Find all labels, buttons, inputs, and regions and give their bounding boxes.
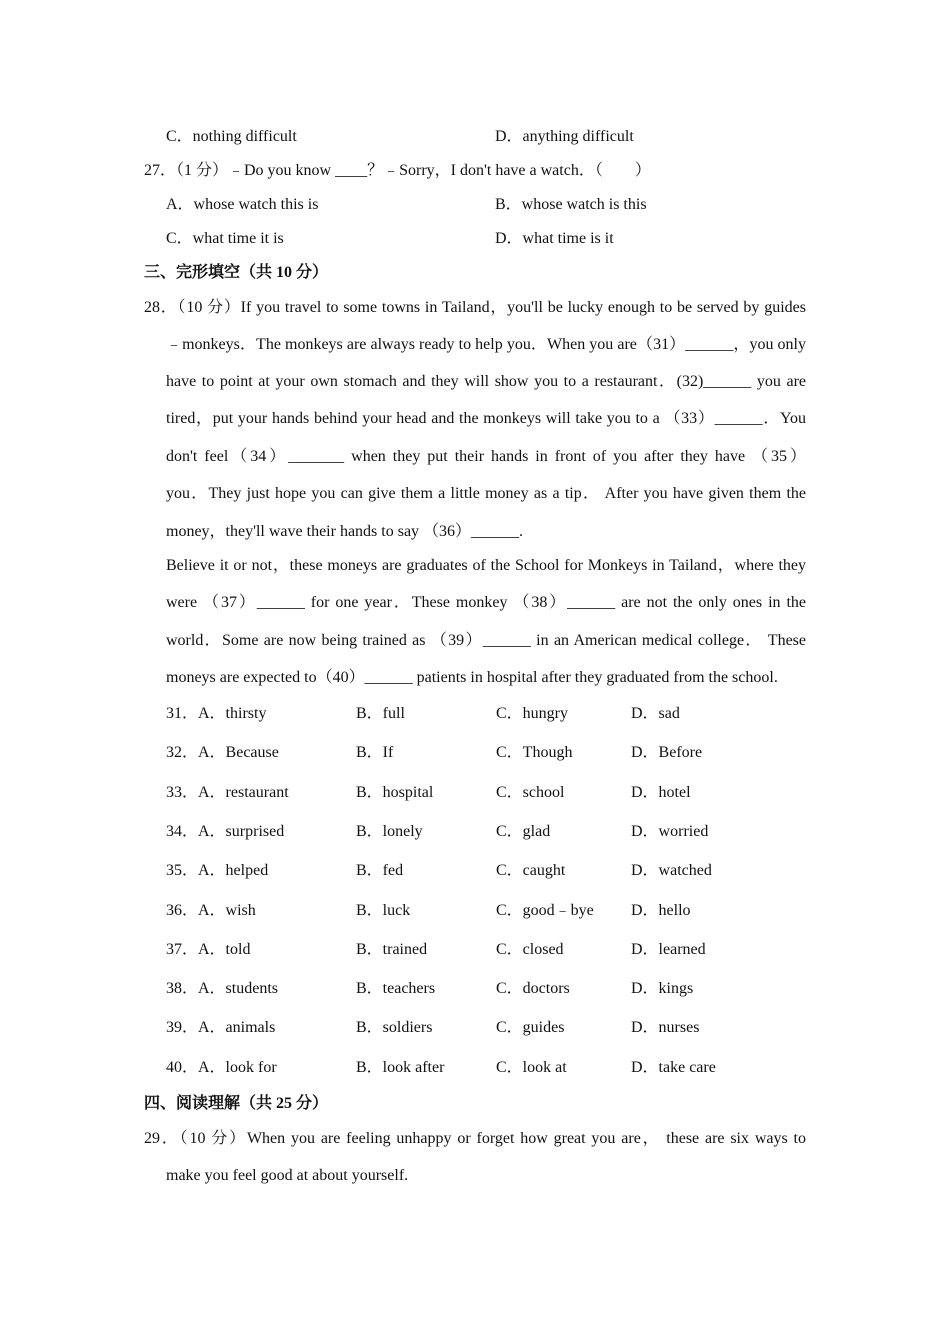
cloze-option-a: 35．A．helped [166, 862, 269, 879]
cloze-option-a: 38．A．students [166, 980, 279, 997]
q29-line: make you feel good at about yourself. [166, 1167, 409, 1184]
q27-option-d: D．what time is it [495, 230, 614, 247]
cloze-option-c: C．caught [496, 862, 566, 879]
q28-paragraph2-line: world．Some are now being trained as （39）______ in an American medical college． These [166, 632, 806, 649]
q28-line: ﹣monkeys．The monkeys are always ready to help you．When you are（31）______，you only [166, 336, 806, 353]
cloze-option-a: 36．A．wish [166, 902, 256, 919]
q29-line: 29．（10 分）When you are feeling unhappy or forget how great you are， these are six ways to [144, 1130, 806, 1147]
q28-line: money，they'll wave their hands to say （36）______. [166, 523, 524, 540]
cloze-option-c: C．glad [496, 823, 551, 840]
q28-line: you．They just hope you can give them a little money as a tip． After you have given them the [166, 485, 806, 502]
q28-line: tired，put your hands behind your head and the monkeys will take you to a （33）______．You [166, 410, 806, 427]
q27-option-a: A．whose watch this is [166, 196, 319, 213]
cloze-option-b: B．soldiers [356, 1019, 433, 1036]
q28-line: 28．（10 分）If you travel to some towns in Tailand，you'll be lucky enough to be served by guides [144, 299, 806, 316]
q26-option-d: D．anything difficult [495, 128, 634, 145]
cloze-option-b: B．fed [356, 862, 404, 879]
cloze-option-b: B．luck [356, 902, 411, 919]
cloze-option-a: 33．A．restaurant [166, 784, 289, 801]
cloze-option-d: D．kings [631, 980, 694, 997]
cloze-option-a: 39．A．animals [166, 1019, 276, 1036]
cloze-option-b: B．teachers [356, 980, 436, 997]
cloze-option-c: C．Though [496, 744, 573, 761]
cloze-option-d: D．nurses [631, 1019, 700, 1036]
q27-option-b: B．whose watch is this [495, 196, 647, 213]
q26-option-c: C．nothing difficult [166, 128, 297, 145]
section-heading-reading: 四、阅读理解（共 25 分） [144, 1095, 329, 1112]
cloze-option-b: B．full [356, 705, 405, 722]
cloze-option-b: B．If [356, 744, 394, 761]
cloze-option-b: B．look after [356, 1059, 445, 1076]
q28-paragraph2-line: moneys are expected to（40）______ patients in hospital after they graduated from the school. [166, 669, 778, 686]
cloze-option-a: 40．A．look for [166, 1059, 277, 1076]
cloze-option-d: D．worried [631, 823, 709, 840]
cloze-option-b: B．lonely [356, 823, 423, 840]
cloze-option-d: D．hello [631, 902, 691, 919]
cloze-option-c: C．hungry [496, 705, 569, 722]
cloze-option-d: D．learned [631, 941, 706, 958]
q27-stem: 27．（1 分）﹣Do you know ____？﹣Sorry，I don't have a watch．（ ） [144, 162, 651, 179]
cloze-option-d: D．watched [631, 862, 712, 879]
cloze-option-b: B．trained [356, 941, 428, 958]
cloze-option-d: D．Before [631, 744, 703, 761]
cloze-option-d: D．hotel [631, 784, 691, 801]
q28-line: have to point at your own stomach and they will show you to a restaurant．(32)______ you are [166, 373, 806, 390]
section-heading-cloze: 三、完形填空（共 10 分） [144, 264, 329, 281]
cloze-option-a: 32．A．Because [166, 744, 279, 761]
q27-option-c: C．what time it is [166, 230, 284, 247]
cloze-option-c: C．guides [496, 1019, 565, 1036]
cloze-option-a: 34．A．surprised [166, 823, 285, 840]
cloze-option-a: 37．A．told [166, 941, 251, 958]
cloze-option-c: C．look at [496, 1059, 567, 1076]
q28-line: don't feel（34）_______ when they put their hands in front of you after they have （35） [166, 448, 806, 465]
cloze-option-a: 31．A．thirsty [166, 705, 267, 722]
cloze-option-c: C．doctors [496, 980, 570, 997]
cloze-option-c: C．closed [496, 941, 564, 958]
cloze-option-b: B．hospital [356, 784, 434, 801]
cloze-option-c: C．good﹣bye [496, 902, 594, 919]
q28-paragraph2-line: Believe it or not，these moneys are graduates of the School for Monkeys in Tailand，where they [166, 557, 806, 574]
cloze-option-d: D．take care [631, 1059, 716, 1076]
cloze-option-d: D．sad [631, 705, 680, 722]
cloze-option-c: C．school [496, 784, 565, 801]
q28-paragraph2-line: were （37）______ for one year．These monkey （38）______ are not the only ones in the [166, 594, 806, 611]
